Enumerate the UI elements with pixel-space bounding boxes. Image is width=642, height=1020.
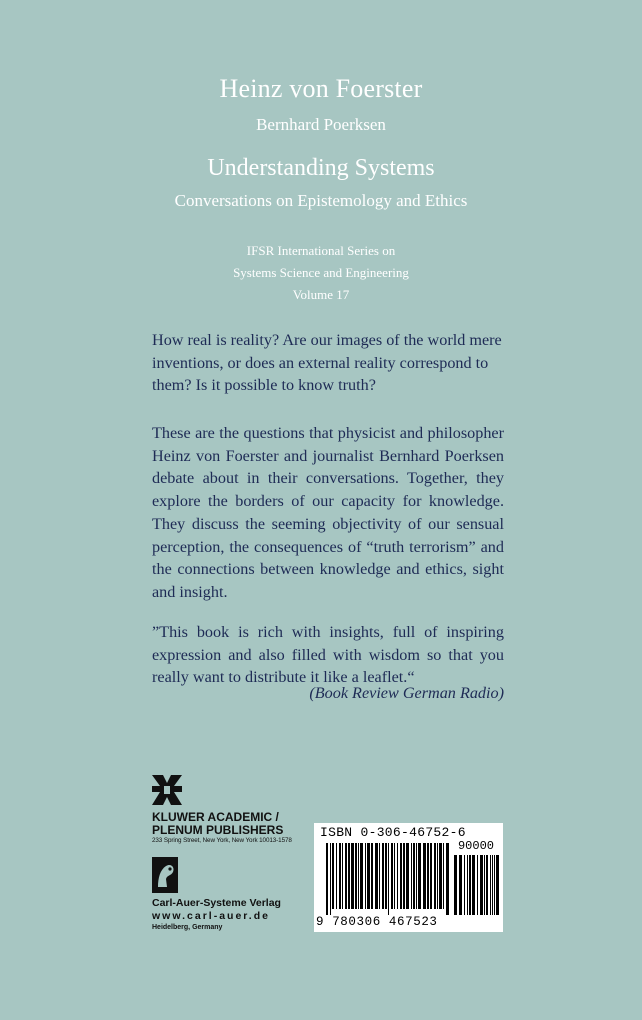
barcode-bar [492,855,493,915]
barcode-bar [385,843,387,909]
barcode-bar [397,843,398,909]
barcode-bar [434,843,436,909]
kluwer-logo-icon [151,774,183,806]
addon-barcode-bars [454,855,499,915]
auer-city: Heidelberg, Germany [152,924,223,931]
barcode-bar [484,855,485,915]
barcode-bar [459,855,462,915]
barcode-bar [348,843,350,909]
barcode-addon-number: 90000 [457,839,494,853]
review-quote: ”This book is rich with insights, full of inspiring expression and also filled with wisdom so that you really want to distribute it like a leaflet.“ [152,623,504,687]
kluwer-line-2: PLENUM PUBLISHERS [152,823,284,837]
series-line-3: Volume 17 [292,287,350,302]
barcode-bar [336,843,337,909]
kluwer-address: 233 Spring Street, New York, New York 10013-1578 [152,837,292,844]
auer-website: www.carl-auer.de [152,910,270,922]
barcode-bar [351,843,354,909]
blurb-paragraph-2: These are the questions that physicist and philosopher Heinz von Foerster and journalist Bernhard Poerksen debate about in their conversations. Together, they explore the borders of our capacity for knowledge. They discuss the seeming objectivity of our sensual perception, the consequences of “truth terrorism” and the connections between knowledge and ethics, sight and insight. [152,424,504,601]
barcode-bar [332,843,334,909]
barcode-bar [443,843,444,909]
coauthor-name: Bernhard Poerksen [256,115,386,134]
barcode-bar [394,843,395,909]
series-line-1: IFSR International Series on [246,243,396,258]
barcode-bar [446,843,449,915]
isbn-barcode [314,823,503,932]
barcode-bar [406,843,409,909]
barcode-bar [486,855,488,915]
book-title: Understanding Systems [207,155,435,181]
barcode-bar [365,843,366,909]
kluwer-publisher-name [152,811,283,837]
series-info [0,240,642,306]
barcode-bar [371,843,373,909]
barcode-bar [480,855,483,915]
barcode-bar [375,843,378,909]
book-subtitle: Conversations on Epistemology and Ethics [174,191,468,210]
author-name: Heinz von Foerster [219,74,423,103]
barcode-bar [403,843,405,909]
barcode-bar [464,855,465,915]
main-barcode-bars [326,843,449,915]
barcode-bar [360,843,363,909]
barcode-bar [355,843,357,909]
barcode-bar [472,855,475,915]
barcode-bar [391,843,393,909]
barcode-bar [439,843,442,909]
kluwer-line-1: KLUWER ACADEMIC / [152,810,279,824]
barcode-bar [367,843,370,909]
barcode-bar [330,843,331,915]
barcode-bar [382,843,384,909]
quote-source: (Book Review German Radio) [309,684,504,702]
barcode-bar [413,843,415,909]
barcode-bar [469,855,471,915]
barcode-bar [496,855,499,915]
barcode-bar [339,843,341,909]
series-line-2: Systems Science and Engineering [233,265,409,280]
barcode-bar [494,855,495,915]
blurb-paragraph-1: How real is reality? Are our images of the world mere inventions, or does an external reality correspond to them? Is it possible to know truth? [152,331,502,395]
barcode-bar [379,843,380,909]
barcode-bar [467,855,468,915]
barcode-bar [427,843,429,909]
barcode-bar [342,843,343,909]
auer-publisher-name: Carl-Auer-Systeme Verlag [152,897,281,909]
barcode-bar [437,843,438,909]
barcode-bar [358,843,359,909]
barcode-bar [423,843,426,909]
barcode-bar [454,855,457,915]
barcode-bar [490,855,491,915]
barcode-bar [418,843,421,909]
barcode-bar [477,855,478,915]
auer-logo-icon [151,856,179,894]
barcode-bar [416,843,417,909]
isbn-number: ISBN 0-306-46752-6 [320,825,466,840]
ean-number: 9 780306 467523 [316,915,438,929]
barcode-bar [400,843,402,909]
barcode-bar [326,843,328,915]
barcode-bar [430,843,432,909]
barcode-bar [388,843,389,915]
barcode-bar [345,843,347,909]
barcode-bar [411,843,412,909]
